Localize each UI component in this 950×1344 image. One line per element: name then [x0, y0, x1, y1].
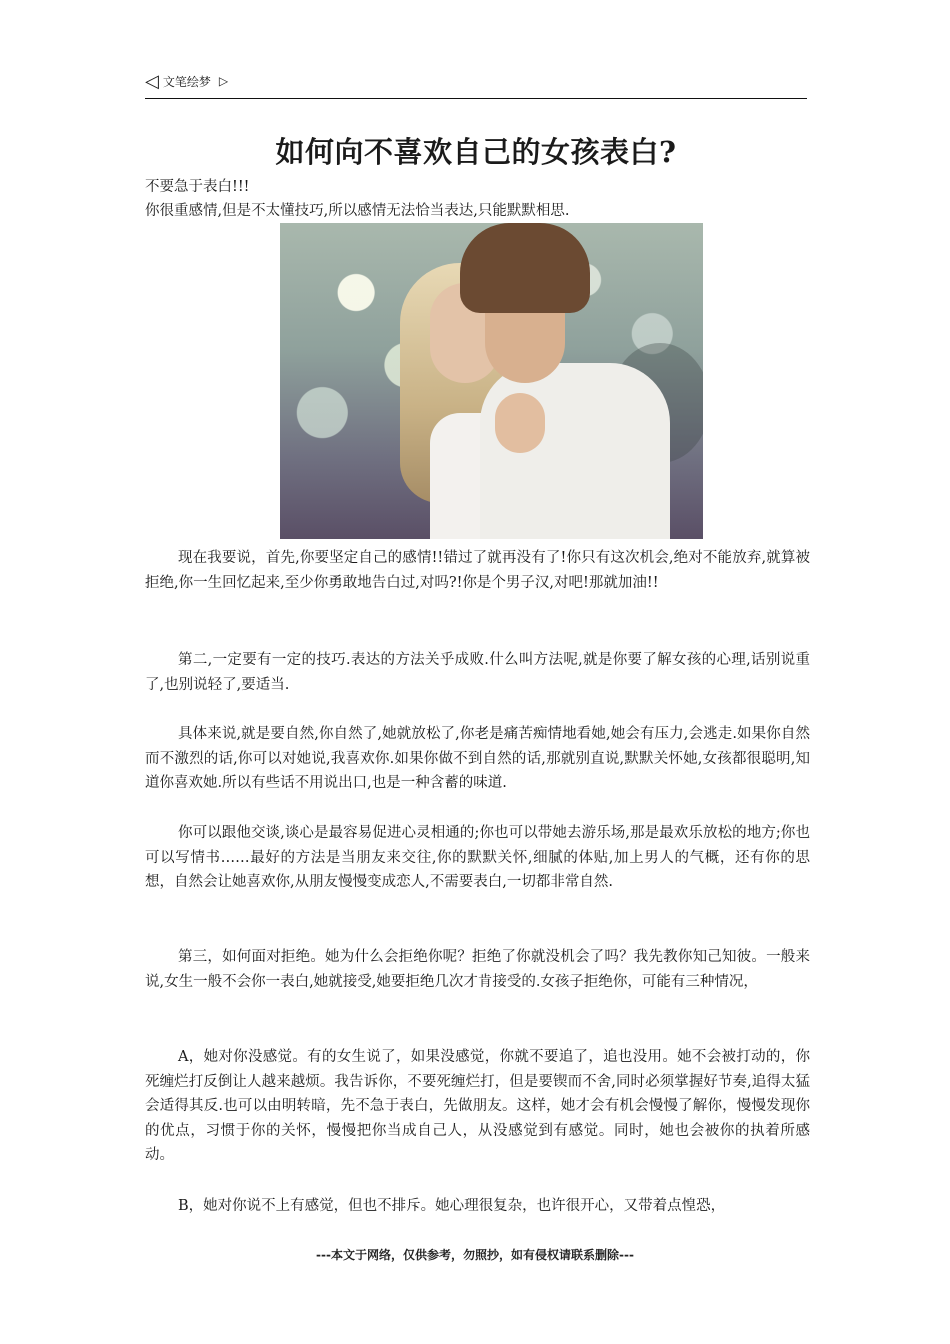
man-shirt: [480, 363, 670, 539]
paragraph-4: 你可以跟他交谈,谈心是最容易促进心灵相通的;你也可以带她去游乐场,那是最欢乐放松的地方;你也可以写情书……最好的方法是当朋友来交往,你的默默关怀,细腻的体贴,加上男人的气概，还有你的思想，自然会让她喜欢你,从朋友慢慢变成恋人,不需要表白,一切都非常自然.: [145, 825, 810, 890]
paragraph-1: 现在我要说，首先,你要坚定自己的感情!!错过了就再没有了!你只有这次机会,绝对不能放弃,就算被拒绝,你一生回忆起来,至少你勇敢地告白过,对吗?!你是个男子汉,对吧!那就加油!!: [145, 550, 810, 591]
paragraph-6: A，她对你没感觉。有的女生说了，如果没感觉，你就不要追了，追也没用。她不会被打动的，你死缠烂打反倒让人越来越烦。我告诉你，不要死缠烂打，但是要锲而不舍,同时必须掌握好节奏,追得太猛会适得其反.也可以由明转暗，先不急于表白，先做朋友。这样，她才会有机会慢慢了解你，慢慢发现你的优点，习惯于你的关怀，慢慢把你当成自己人，从没感觉到有感觉。同时，她也会被你的执着所感动。: [145, 1049, 810, 1163]
paragraph-7: B，她对你说不上有感觉，但也不排斥。她心理很复杂，也许很开心，又带着点惶恐，: [178, 1198, 726, 1214]
document-title: 如何向不喜欢自己的女孩表白?: [275, 135, 677, 169]
intro-line-2: 你很重感情,但是不太懂技巧,所以感情无法恰当表达,只能默默相思.: [145, 203, 570, 219]
woman-hand: [495, 393, 545, 453]
couple-photo: [280, 223, 703, 539]
paragraph-5: 第三，如何面对拒绝。她为什么会拒绝你呢？拒绝了你就没机会了吗？我先教你知己知彼。一般来说,女生一般不会你一表白,她就接受,她要拒绝几次才肯接受的.女孩子拒绝你，可能有三种情况，: [145, 949, 810, 990]
page-header: [145, 72, 807, 99]
page-footer: ---本文于网络，仅供参考，勿照抄，如有侵权请联系删除---: [316, 1248, 634, 1262]
left-triangle-icon: ◁: [145, 71, 159, 92]
right-triangle-icon: ▷: [218, 74, 229, 88]
man-hair: [460, 223, 590, 313]
brand-name: 文笔绘梦: [162, 74, 211, 89]
paragraph-2: 第二,一定要有一定的技巧.表达的方法关乎成败.什么叫方法呢,就是你要了解女孩的心理,话别说重了,也别说轻了,要适当.: [145, 652, 810, 693]
paragraph-3: 具体来说,就是要自然,你自然了,她就放松了,你老是痛苦痴情地看她,她会有压力,会逃走.如果你自然而不激烈的话,你可以对她说,我喜欢你.如果你做不到自然的话,那就别直说,默默关怀她,女孩都很聪明,知道你喜欢她.所以有些话不用说出口,也是一种含蓄的味道.: [145, 726, 810, 791]
intro-line-1: 不要急于表白!!!: [145, 179, 250, 195]
